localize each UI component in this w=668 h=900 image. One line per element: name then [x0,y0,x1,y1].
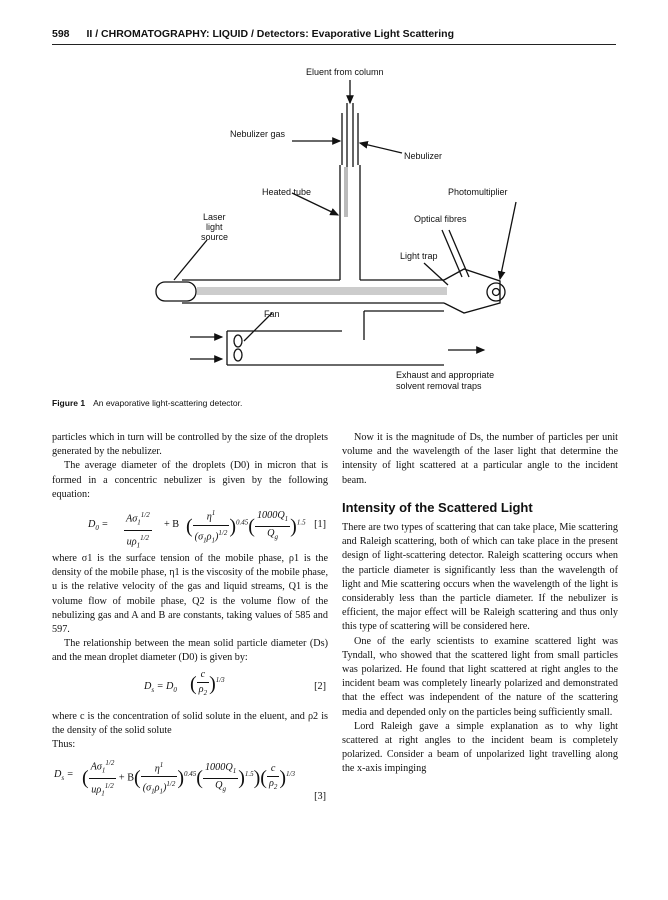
droplet-plume [344,167,348,217]
laser-pointer [174,240,207,280]
caption-text: An evaporative light-scattering detector. [93,398,243,408]
left-paragraph-3: where σ1 is the surface tension of the mobile phase, ρ1 is the density of the mobile phase, η1 is the viscosity of the mobile phase, u is the relative velocity of the gas and liquid streams, Q1 is the volume flow of mobile phase, Q2 is the volume flow of the nebulizing gas and A and B are constants, taking values of 585 and 597. [52,553,328,636]
photomultiplier-label: Photomultiplier [448,187,508,197]
laser-source [156,282,196,301]
left-paragraph-5: where c is the concentration of solid solute in the eluent, and ρ2 is the density of the solid solute [52,710,328,736]
right-column [342,431,618,777]
equation-3: $D_s$ = ( $\frac{A\sigma_1^{1/2}}{u\rho_1^{1/2}}$ + B( $\frac{\eta^1}{(\sigma_1\rho_1)^{1/2}}$ )$^{0.45}$( $\frac{1000Q_1}{Q_g}$ )$^{1.5}$)( $\frac{c}{\rho_2}$ )$^{1/3}$ [3] [52,754,328,806]
fan-blade-bottom [234,349,242,361]
detector-figure [52,55,616,410]
nebulizer-gas-label: Nebulizer gas [230,129,286,139]
light-trap-label: Light trap [400,251,438,261]
photomultiplier-core [493,289,500,296]
running-header [52,28,616,40]
header-rule [52,44,616,45]
section-heading: Intensity of the Scattered Light [342,499,533,515]
right-paragraph-1: Now it is the magnitude of Ds, the number of particles per unit volume and the wavelength of the laser light that determine the intensity of light scattered at a particular angle to the incident beam. [342,432,618,486]
nebulizer-label: Nebulizer [404,151,443,161]
laser-label-3: source [201,232,229,242]
optical-fibres-label: Optical fibres [414,214,467,224]
equation-1: $D_0$ = $\frac{A\sigma_1^{1/2}}{u\rho_1^{1/2}}$ + B ( $\frac{\eta^1}{(\sigma_1\rho_1)^{1/2}}$ )$^{0.45}$( $\frac{1000Q_1}{Q_g}$ )$^{1.5}$ [1] [52,504,328,550]
left-paragraph-6: Thus: [52,739,76,751]
equation-2: $D_s = D_0$ ( $\frac{c}{\rho_2}$ )$^{1/3}$ [2] [144,668,326,697]
fan-blade-top [234,335,242,347]
laser-beam [197,287,447,295]
running-title: II / CHROMATOGRAPHY: LIQUID / Detectors: Evaporative Light Scattering [86,28,454,40]
eluent-label: Eluent from column [306,67,384,77]
left-paragraph-2: The average diameter of the droplets (D0) in micron that is formed in a concentric nebulizer is given by the following equation: [52,460,328,500]
exhaust-label-2: solvent removal traps [396,381,482,391]
equation-2-number: [2] [314,680,326,692]
fan-label: Fan [264,309,280,319]
photomultiplier-lens [487,283,505,301]
page-number: 598 [52,28,70,40]
light-trap [444,269,500,313]
light-trap-pointer [424,263,448,285]
left-paragraph-4: The relationship between the mean solid particle diameter (Ds) and the mean droplet diameter (D0) is given by: [52,638,328,664]
detector-diagram [52,55,616,410]
right-paragraph-4: Lord Raleigh gave a simple explanation as to why light scattered at right angles to the incident beam is completely polarized. Consider a beam of unpolarized light travelling along the x-axis impinging [342,720,618,775]
photomultiplier-pointer [500,202,516,279]
right-paragraph-2: There are two types of scattering that can take place, Mie scattering and Raleigh scattering, both of which can take place in the present design of light-scattering detector. Raleigh scattering occurs when the particle diameter is significantly less than the wavelength of light and Mie scattering occurs when the wavelength of the light is considerably less than the particle diameter. If the nebulizer is efficient, the major effect will be Raleigh scattering and thus only this type of scattering will be considered here. [342,522,618,633]
right-paragraph-3: One of the early scientists to examine scattered light was Tyndall, who showed that the scattered light from small particles was polarized. He found that light scattered at right angles to the incident beam was completely linearly polarized and demonstrated that the effect was independent of the nature of the scattering media and depended only on the particles being sufficiently small. [342,635,618,718]
nebulizer-pointer [360,143,402,153]
equation-3-number: [3] [314,791,326,803]
equation-1-number: [1] [314,519,326,531]
laser-label-1: Laser [203,212,226,222]
left-paragraph-1: particles which in turn will be controlled by the size of the droplets generated by the nebulizer. [52,432,328,458]
exhaust-label-1: Exhaust and appropriate [396,370,495,380]
laser-label-2: light [206,222,223,232]
heated-tube-label: Heated tube [262,187,312,197]
caption-label: Figure 1 [52,398,86,408]
figure-caption [52,398,242,408]
left-column [52,431,328,808]
